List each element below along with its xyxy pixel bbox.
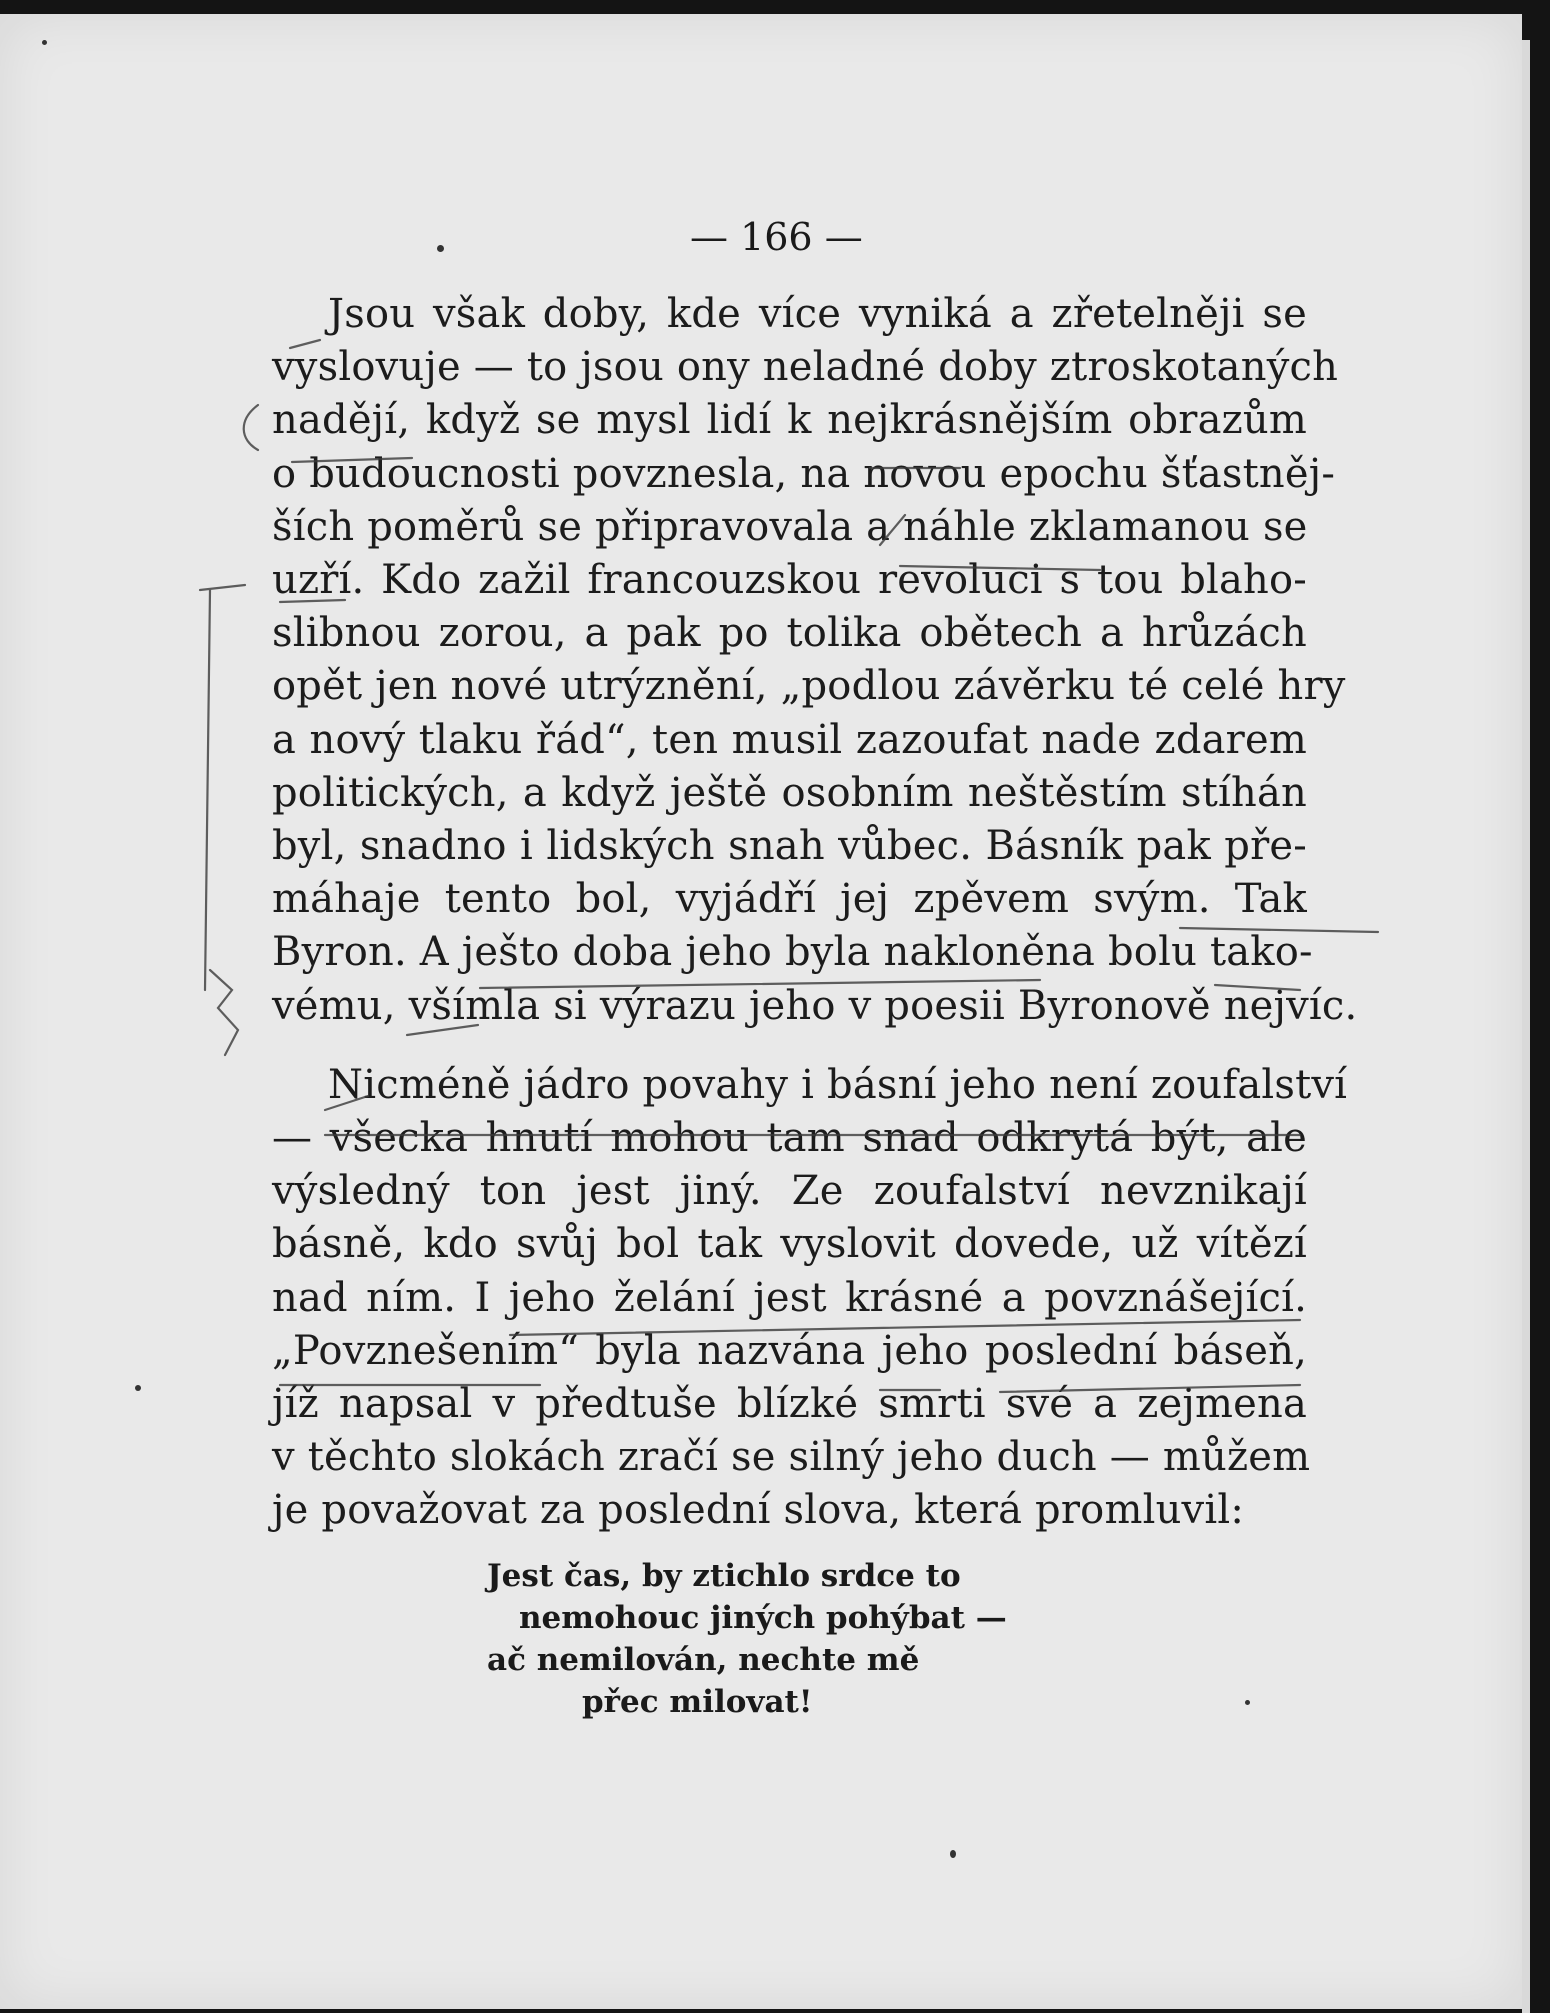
text-line: o budoucnosti povznesla, na novou epochu šťastněj-	[272, 450, 1336, 497]
verse-line: ač nemilován, nechte mě	[487, 1642, 920, 1678]
speck	[950, 1850, 956, 1858]
paragraph-1	[272, 288, 1358, 1033]
verse-line: nemohouc jiných pohýbat —	[519, 1600, 1007, 1636]
text-line: uzří. Kdo zažil francouzskou revoluci s tou blaho-	[272, 557, 1307, 604]
speck	[42, 40, 47, 45]
speck	[1245, 1700, 1250, 1705]
text-line: Byron. A ješto doba jeho byla nakloněna bolu tako-	[272, 929, 1313, 976]
speck	[437, 245, 444, 252]
text-line: jíž napsal v předtuše blízké smrti své a zejmena	[272, 1381, 1307, 1428]
page-edge	[1522, 40, 1530, 2013]
speck	[135, 1385, 141, 1391]
text-line: „Povznešením“ byla nazvána jeho poslední báseň,	[272, 1327, 1307, 1374]
text-line: v těchto slokách zračí se silný jeho duch — můžem	[272, 1434, 1311, 1481]
text-line: vyslovuje — to jsou ony neladné doby ztroskotaných	[272, 344, 1339, 391]
verse-quote	[487, 1555, 1007, 1723]
text-line: ších poměrů se připravovala a náhle zklamanou se	[272, 503, 1308, 550]
text-line: vému, všímla si výrazu jeho v poesii Byronově nejvíc.	[272, 982, 1358, 1029]
text-line: a nový tlaku řád“, ten musil zazoufat nade zdarem	[272, 716, 1307, 763]
text-line: nadějí, když se mysl lidí k nejkrásnějším obrazům	[272, 397, 1307, 444]
page-number: — 166 —	[690, 215, 863, 259]
text-line: máhaje tento bol, vyjádří jej zpěvem svým. Tak	[272, 876, 1307, 923]
text-line: politických, a když ještě osobním neštěstím stíhán	[272, 769, 1307, 816]
text-line: slibnou zorou, a pak po tolika obětech a hrůzách	[272, 610, 1307, 657]
text-line: Nicméně jádro povahy i básní jeho není zoufalství	[328, 1061, 1348, 1108]
text-line: básně, kdo svůj bol tak vyslovit dovede, už vítězí	[272, 1221, 1307, 1268]
text-line: Jsou však doby, kde více vyniká a zřetelněji se	[328, 291, 1307, 337]
text-line: je považovat za poslední slova, která promluvil:	[272, 1487, 1245, 1534]
verse-line: Jest čas, by ztichlo srdce to	[487, 1558, 961, 1594]
text-line: — všecka hnutí mohou tam snad odkrytá být, ale	[272, 1115, 1307, 1162]
paragraph-2	[272, 1059, 1348, 1538]
verse-line: přec milovat!	[582, 1684, 813, 1720]
text-line: nad ním. I jeho želání jest krásné a povznášející.	[272, 1274, 1307, 1321]
body-text	[272, 288, 1358, 1538]
text-line: byl, snadno i lidských snah vůbec. Básník pak pře-	[272, 823, 1307, 870]
text-line: opět jen nové utrýznění, „podlou závěrku té celé hry	[272, 663, 1346, 710]
text-line: výsledný ton jest jiný. Ze zoufalství nevznikají	[272, 1168, 1307, 1215]
